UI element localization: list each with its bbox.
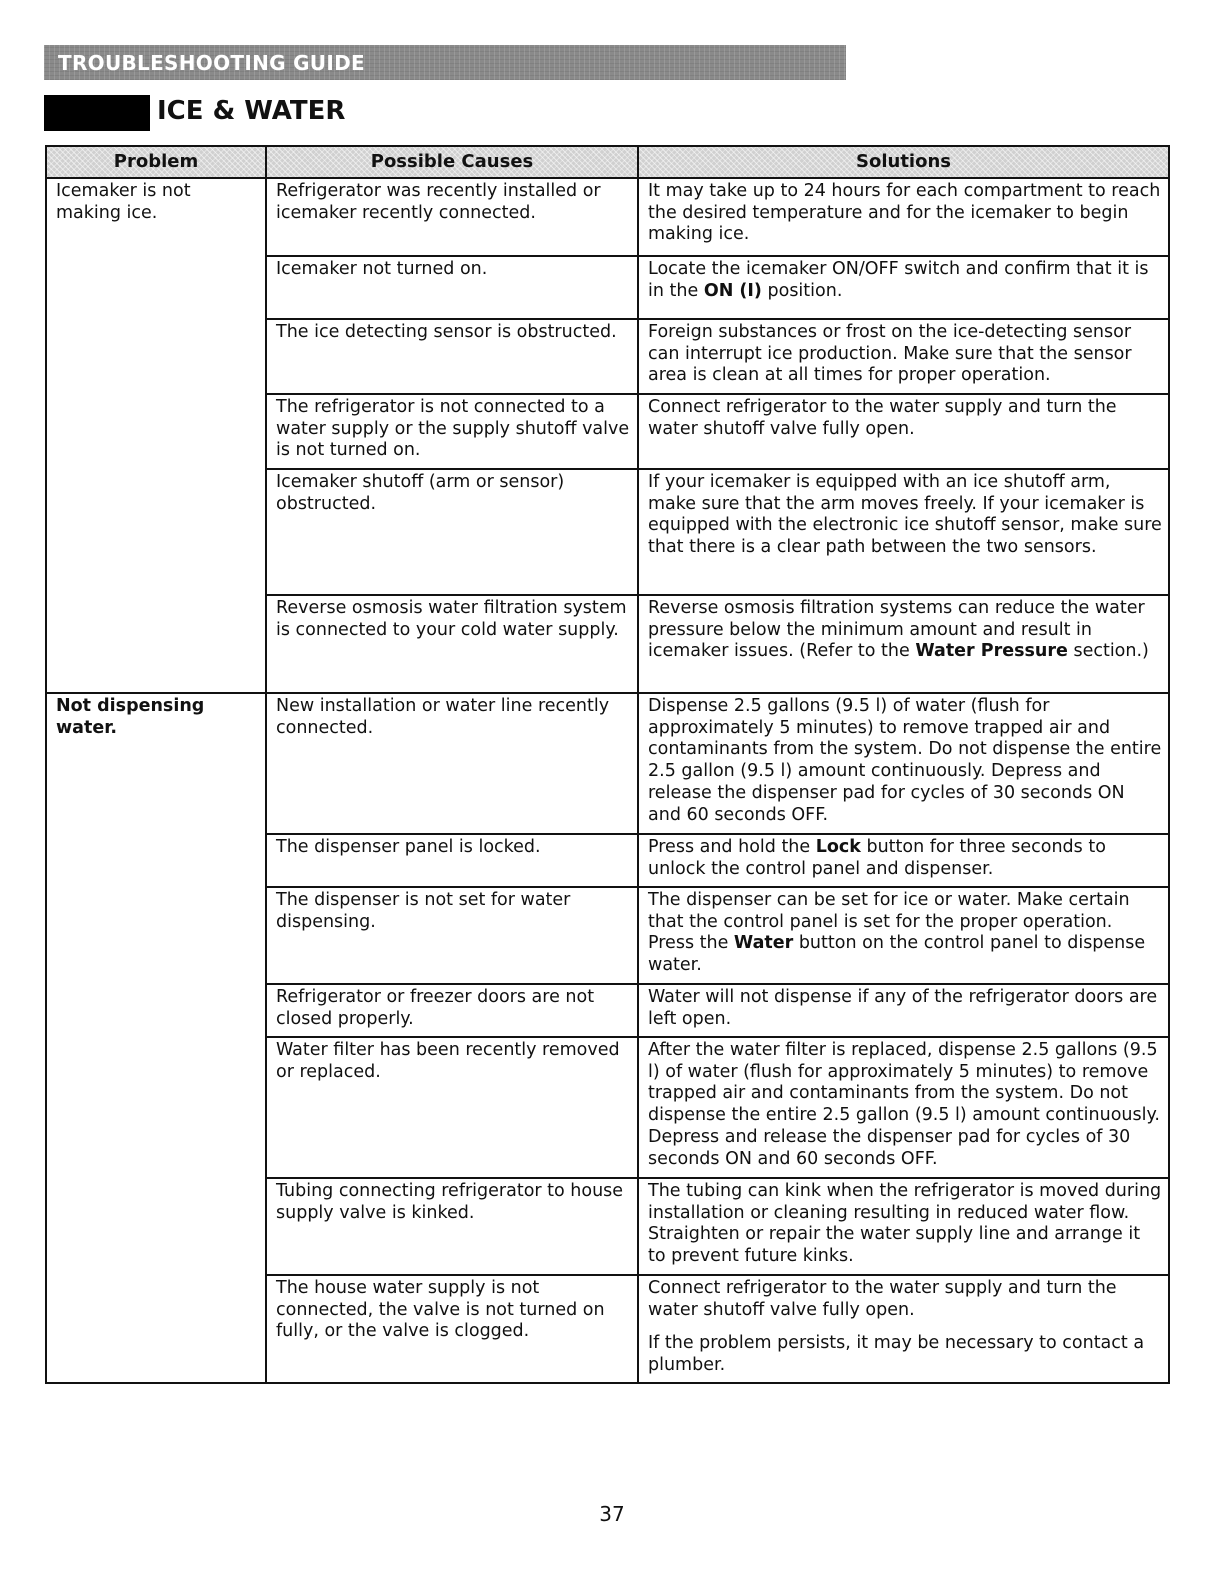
solution-cell: Connect refrigerator to the water supply and turn the water shutoff valve fully open. [638, 394, 1169, 469]
cause-cell: Refrigerator or freezer doors are not closed properly. [266, 984, 638, 1037]
cause-cell: The ice detecting sensor is obstructed. [266, 319, 638, 394]
table-header-row [46, 146, 1169, 178]
solution-cell: It may take up to 24 hours for each compartment to reach the desired temperature and for the icemaker to begin making ice. [638, 178, 1169, 256]
cause-cell: Reverse osmosis water filtration system is connected to your cold water supply. [266, 595, 638, 693]
banner-title: TROUBLESHOOTING GUIDE [58, 51, 365, 75]
column-header-solutions: Solutions [638, 146, 1169, 178]
section-banner [44, 45, 846, 80]
cause-cell: The dispenser panel is locked. [266, 834, 638, 887]
cause-cell: Icemaker shutoff (arm or sensor) obstructed. [266, 469, 638, 595]
problem-cell [46, 178, 266, 693]
solution-cell: The dispenser can be set for ice or water. Make certain that the control panel is set for the proper operation. Press the Water button on the control panel to dispense water. [638, 887, 1169, 984]
cause-cell: Refrigerator was recently installed or icemaker recently connected. [266, 178, 638, 256]
cause-cell: The refrigerator is not connected to a water supply or the supply shutoff valve is not turned on. [266, 394, 638, 469]
page-number: 37 [599, 1502, 625, 1526]
cause-cell: Water filter has been recently removed or replaced. [266, 1037, 638, 1178]
solution-emphasis: Water Pressure [915, 641, 1068, 662]
solution-cell: Reverse osmosis filtration systems can reduce the water pressure below the minimum amount and result in icemaker issues. (Refer to the Water Pressure section.) [638, 595, 1169, 693]
solution-note: If the problem persists, it may be necessary to contact a plumber. [648, 1333, 1145, 1376]
solution-cell: Water will not dispense if any of the refrigerator doors are left open. [638, 984, 1169, 1037]
solution-emphasis: ON (I) [703, 280, 762, 301]
solution-emphasis: Lock [815, 837, 861, 857]
solution-cell: If your icemaker is equipped with an ice shutoff arm, make sure that the arm moves freely. If your icemaker is equipped with the electronic ice shutoff sensor, make sure that there is a clear path between the two sensors. [638, 469, 1169, 595]
solution-cell: The tubing can kink when the refrigerator is moved during installation or cleaning resulting in reduced water flow. Straighten or repair the water supply line and arrange it to prevent future kinks. [638, 1178, 1169, 1275]
problem-cell [46, 693, 266, 1383]
problem-text: Icemaker is not making ice. [56, 181, 191, 223]
solution-cell: Press and hold the Lock button for three seconds to unlock the control panel and dispenser. [638, 834, 1169, 887]
section-marker-block [44, 95, 150, 131]
solution-cell: Dispense 2.5 gallons (9.5 l) of water (flush for approximately 5 minutes) to remove trapped air and contaminants from the system. Do not dispense the entire 2.5 gallon (9.5 l) amount continuously. Depress and release the dispenser pad for cycles of 30 seconds ON and 60 seconds OFF. [638, 693, 1169, 834]
cause-cell: New installation or water line recently connected. [266, 693, 638, 834]
solution-cell: After the water filter is replaced, dispense 2.5 gallons (9.5 l) of water (flush for approximately 5 minutes) to remove trapped air and contaminants from the system. Do not dispense the entire 2.5 gallon (9.5 l) amount continuously. Depress and release the dispenser pad for cycles of 30 seconds ON and 60 seconds OFF. [638, 1037, 1169, 1178]
section-title: ICE & WATER [157, 96, 346, 126]
cause-cell: Tubing connecting refrigerator to house supply valve is kinked. [266, 1178, 638, 1275]
solution-cell [638, 1275, 1169, 1383]
cause-cell: The dispenser is not set for water dispensing. [266, 887, 638, 984]
table-row [46, 693, 1169, 834]
problem-text: Not dispensing water. [56, 696, 205, 738]
cause-cell: Icemaker not turned on. [266, 256, 638, 319]
column-header-possible-causes: Possible Causes [266, 146, 638, 178]
solution-text: Connect refrigerator to the water supply and turn the water shutoff valve fully open. [648, 1278, 1117, 1320]
troubleshooting-table [45, 145, 1170, 1384]
solution-cell: Locate the icemaker ON/OFF switch and confirm that it is in the ON (I) position. [638, 256, 1169, 319]
column-header-problem: Problem [46, 146, 266, 178]
solution-emphasis: Water [733, 933, 794, 954]
table-row [46, 178, 1169, 256]
cause-cell: The house water supply is not connected, the valve is not turned on fully, or the valve is clogged. [266, 1275, 638, 1383]
solution-cell: Foreign substances or frost on the ice-detecting sensor can interrupt ice production. Make sure that the sensor area is clean at all times for proper operation. [638, 319, 1169, 394]
